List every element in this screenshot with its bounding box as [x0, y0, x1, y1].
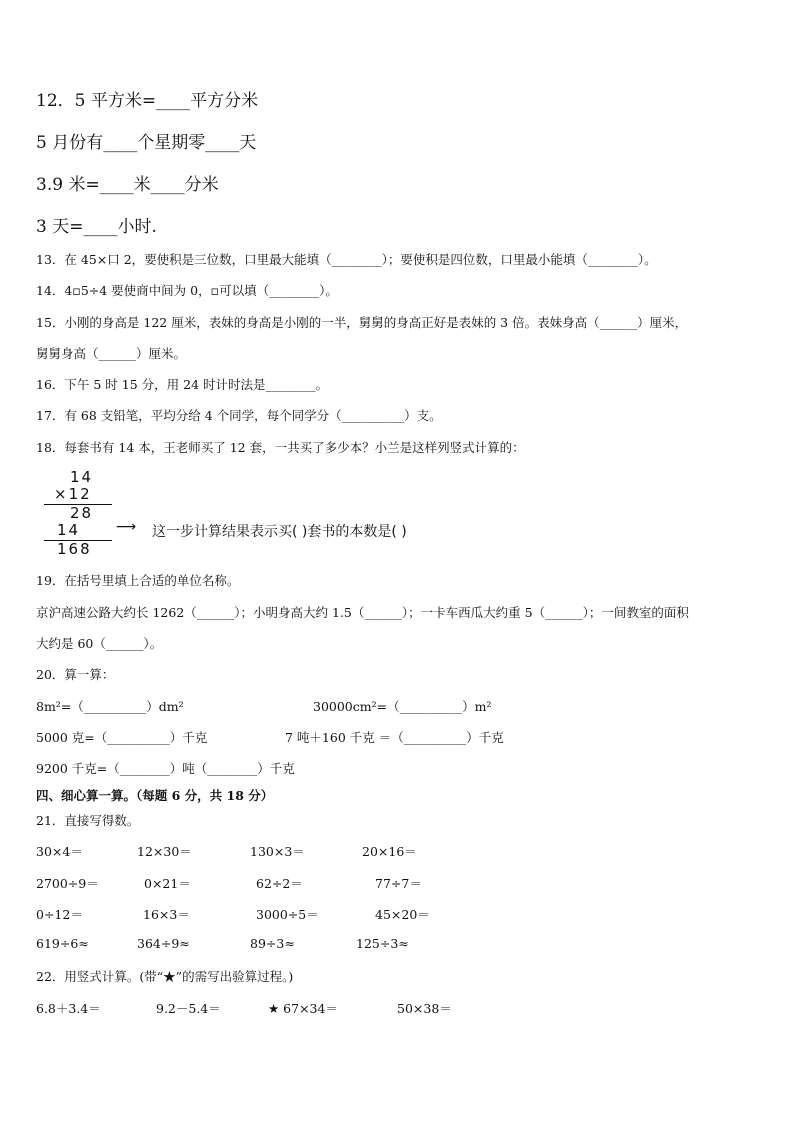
oral-calc-item: 16×3＝ — [143, 907, 190, 922]
oral-calc-item: 12×30＝ — [137, 844, 192, 859]
question-13: 13．在 45×口 2，要使积是三位数，口里最大能填（________）；要使积是四位数，口里最小能填（________）。 — [36, 252, 657, 267]
vertical-calculation — [40, 468, 520, 560]
fill-line-month: 5 月份有____个星期零____天 — [36, 133, 257, 153]
oral-calc-item: 619÷6≈ — [36, 936, 89, 951]
column-calc-item: 9.2－5.4＝ — [156, 1001, 221, 1016]
convert-item: 30000cm²=（__________）m² — [313, 699, 492, 714]
partial-product-1: 28 — [70, 504, 94, 522]
multiplicand: 14 — [70, 468, 94, 486]
question-14: 14．4▫5÷4 要使商中间为 0，▫可以填（________）。 — [36, 283, 338, 298]
oral-calc-item: 45×20＝ — [375, 907, 430, 922]
oral-calc-item: 62÷2＝ — [256, 876, 303, 891]
question-19-line2: 大约是 60（______）。 — [36, 636, 163, 651]
question-21-title: 21．直接写得数。 — [36, 813, 140, 828]
question-15-line2: 舅舅身高（______）厘米。 — [36, 346, 187, 361]
convert-item: 9200 千克=（________）吨（________）千克 — [36, 761, 295, 776]
question-19-title: 19．在括号里填上合适的单位名称。 — [36, 573, 240, 588]
fill-line-area: 12．5 平方米=____平方分米 — [36, 91, 259, 111]
oral-calc-item: 0÷12＝ — [36, 907, 83, 922]
oral-calc-item: 0×21＝ — [144, 876, 191, 891]
fill-line-length: 3.9 米=____米____分米 — [36, 175, 219, 195]
column-calc-item: 6.8＋3.4＝ — [36, 1001, 101, 1016]
oral-calc-item: 89÷3≈ — [250, 936, 295, 951]
section-heading: 四、细心算一算。（每题 6 分，共 18 分） — [36, 788, 274, 803]
oral-calc-item: 364÷9≈ — [137, 936, 190, 951]
question-22-title: 22．用竖式计算。(带“★”的需写出验算过程。) — [36, 969, 294, 984]
oral-calc-item: 77÷7＝ — [375, 876, 422, 891]
column-calc-item: ★ 67×34＝ — [268, 1001, 338, 1016]
product: 168 — [57, 540, 92, 558]
oral-calc-item: 20×16＝ — [362, 844, 417, 859]
column-calc-item: 50×38＝ — [397, 1001, 452, 1016]
question-19-line1: 京沪高速公路大约长 1262（______）；小明身高大约 1.5（______）；一卡车西瓜大约重 5（______）；一间教室的面积 — [36, 605, 689, 620]
oral-calc-item: 3000÷5＝ — [256, 907, 319, 922]
partial-product-2: 14 — [57, 521, 81, 539]
question-20-title: 20．算一算： — [36, 667, 115, 682]
oral-calc-item: 2700÷9＝ — [36, 876, 99, 891]
oral-calc-item: 125÷3≈ — [356, 936, 409, 951]
oral-calc-item: 130×3＝ — [250, 844, 305, 859]
convert-item: 7 吨＋160 千克 ＝（__________）千克 — [285, 730, 504, 745]
question-18: 18．每套书有 14 本，王老师买了 12 套，一共买了多少本？小兰是这样列竖式计算的： — [36, 440, 525, 455]
oral-calc-item: 30×4＝ — [36, 844, 83, 859]
question-17: 17．有 68 支铅笔，平均分给 4 个同学，每个同学分（__________）支。 — [36, 408, 442, 423]
calc-annotation: 这一步计算结果表示买( )套书的本数是( ) — [152, 524, 407, 540]
convert-item: 8m²=（__________）dm² — [36, 699, 184, 714]
question-15-line1: 15．小刚的身高是 122 厘米，表妹的身高是小刚的一半，舅舅的身高正好是表妹的 3 倍。表妹身高（______）厘米， — [36, 315, 688, 330]
multiplier: ×12 — [54, 485, 92, 503]
arrow-icon: ⟶ — [116, 519, 137, 535]
fill-line-days: 3 天=____小时. — [36, 217, 157, 237]
convert-item: 5000 克=（__________）千克 — [36, 730, 208, 745]
question-16: 16．下午 5 时 15 分，用 24 时计时法是________。 — [36, 377, 329, 392]
